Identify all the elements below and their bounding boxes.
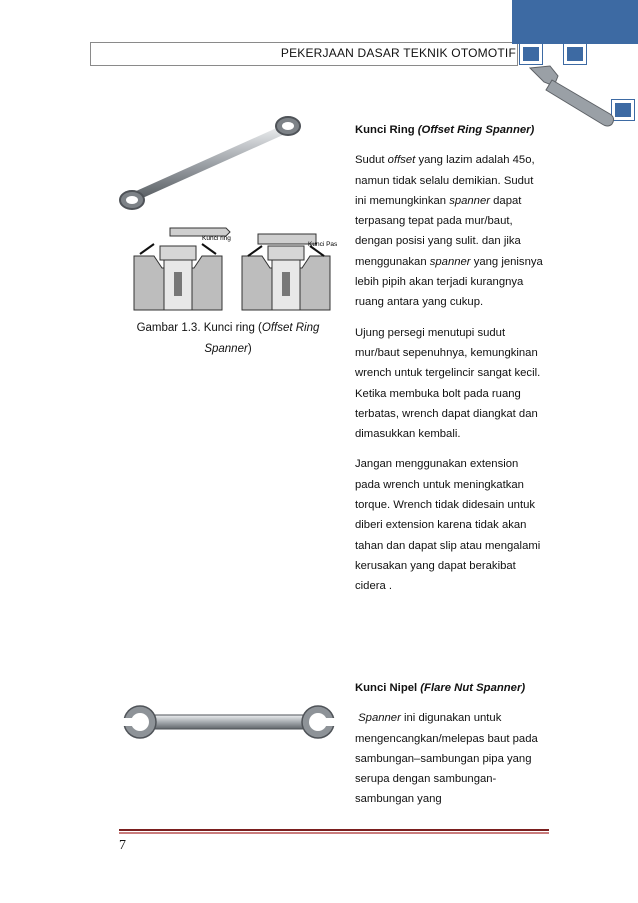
footer-rule: [119, 829, 549, 831]
section-title: Kunci Nipel (Flare Nut Spanner): [355, 682, 526, 694]
section-kunci-nipel: [355, 678, 545, 810]
paragraph: Ujung persegi menutupi sudut mur/baut sepenuhnya, kemungkinan wrench untuk tergelincir sangat kecil. Ketika membuka bolt pada ruang terbatas, wrench dapat diangkat dan dimasukkan kembali.: [355, 326, 541, 441]
flare-nut-spanner-image: [120, 700, 338, 746]
label-kunci-pas: Kunci Pas: [308, 241, 338, 248]
figure-caption: Gambar 1.3. Kunci ring (Offset Ring Spanner): [136, 322, 320, 355]
page-number: 7: [119, 838, 126, 853]
section-kunci-ring: [355, 120, 545, 597]
decor-square-2: [564, 44, 586, 64]
label-kunci-ring: Kunci ring: [202, 235, 231, 242]
header-title: PEKERJAAN DASAR TEKNIK OTOMOTIF: [280, 46, 516, 60]
footer-rule-shadow: [119, 832, 549, 834]
paragraph: Sudut offset yang lazim adalah 45o, namun tidak selalu demikian. Sudut ini memungkinkan spanner dapat terpasang tepat pada mur/baut, dengan posisi yang sulit. dan jika menggunakan spanner yang jenisnya lebih pipih akan terjadi kurangnya ruang antara yang cukup.: [355, 154, 543, 309]
offset-ring-spanner-image: [118, 112, 308, 220]
ring-vs-pas-diagram: [130, 224, 340, 312]
paragraph: Jangan menggunakan extension pada wrench untuk meningkatkan torque. Wrench tidak didesain untuk diberi extension karena tidak akan tahan dan dapat slip atau mengalami kerusakan yang dapat berakibat cidera .: [355, 458, 541, 593]
corner-decoration: [512, 0, 638, 44]
section-title: Kunci Ring (Offset Ring Spanner): [355, 124, 535, 136]
decor-square-1: [520, 44, 542, 64]
paragraph: Spanner ini digunakan untuk mengencangkan/melepas baut pada sambungan–sambungan pipa yang serupa dengan sambungan-sambungan yang: [355, 712, 538, 806]
